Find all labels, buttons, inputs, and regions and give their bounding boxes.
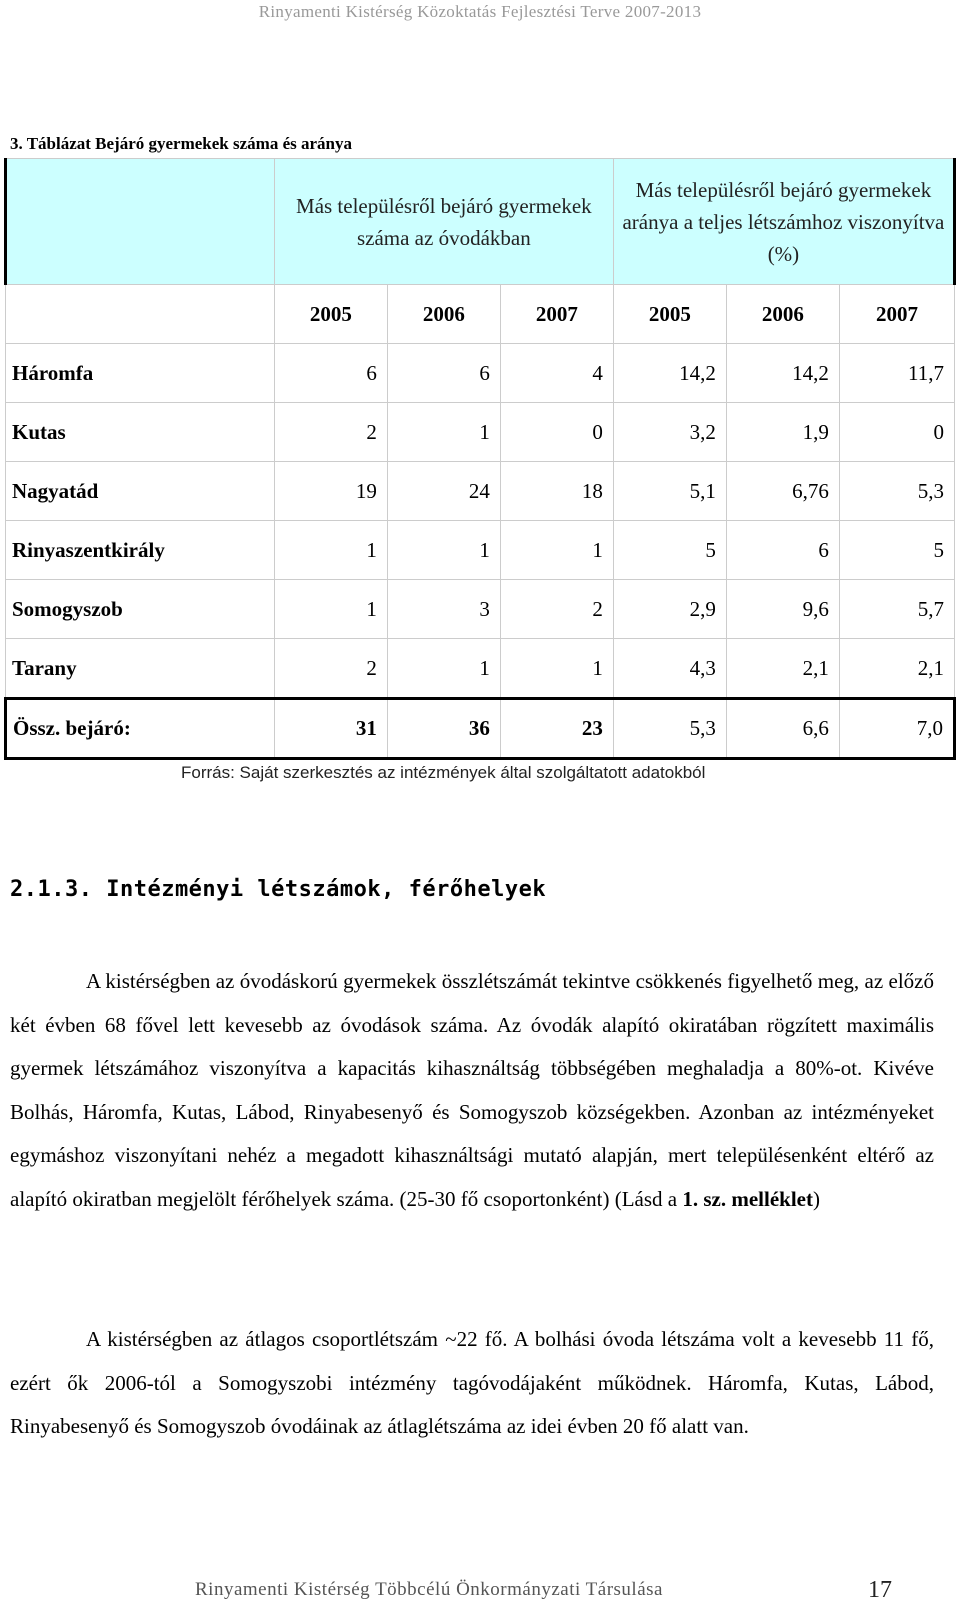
page-number: 17 <box>868 1577 892 1603</box>
table-cell: 4,3 <box>613 639 726 699</box>
row-name: Rinyaszentkirály <box>6 521 275 580</box>
table-cell: 3,2 <box>613 403 726 462</box>
table-cell: 19 <box>274 462 387 521</box>
table-cell: 4 <box>500 344 613 403</box>
table-cell: 14,2 <box>726 344 839 403</box>
section-heading: 2.1.3. Intézményi létszámok, férőhelyek <box>10 877 547 902</box>
table-cell: 9,6 <box>726 580 839 639</box>
table-cell: 1 <box>500 521 613 580</box>
table-cell: 3 <box>387 580 500 639</box>
table-cell: 1,9 <box>726 403 839 462</box>
table-caption: 3. Táblázat Bejáró gyermekek száma és aránya <box>10 134 352 153</box>
table-row <box>6 344 955 403</box>
table-cell: 24 <box>387 462 500 521</box>
year-header: 2005 <box>274 285 387 344</box>
table-cell: 2,1 <box>726 639 839 699</box>
table-source-note: Forrás: Saját szerkesztés az intézmények által szolgáltatott adatokból <box>181 763 706 782</box>
row-name: Tarany <box>6 639 275 699</box>
table-cell: 1 <box>274 580 387 639</box>
paragraph-1-text: A kistérségben az óvodáskorú gyermekek összlétszámát tekintve csökkenés figyelhető meg, az előző két évben 68 fővel lett kevesebb az óvodások száma. Az óvodák alapító okiratában rögzített maximális gyermek létszámához viszonyítva a kapacitás kihasználtság többségében meghaladja a 80%-ot. Kivéve Bolhás, Háromfa, Kutas, Lábod, Rinyabesenyő és Somogyszob községekben. Azonban az intézményeket egymáshoz viszonyítani nehéz a megadott kihasználtsági mutató alapján, mert településenként eltérő az alapító okiratban megjelölt férőhelyek száma. (25-30 fő csoportonként) (Lásd a <box>10 969 934 1211</box>
table-row <box>6 403 955 462</box>
group-header-count: Más településről bejáró gyermekek száma az óvodákban <box>274 159 613 285</box>
table-cell: 2 <box>274 403 387 462</box>
table-cell: 6 <box>726 521 839 580</box>
table-cell: 2,9 <box>613 580 726 639</box>
table-cell: 1 <box>387 403 500 462</box>
paragraph-2: A kistérségben az átlagos csoportlétszám ~22 fő. A bolhási óvoda létszáma volt a kevesebb 11 fő, ezért ők 2006-tól a Somogyszobi intézmény tagóvodájaként működnek. Háromfa, Kutas, Lábod, Rinyabesenyő és Somogyszob óvodáinak az átlaglétszáma az idei évben 20 fő alatt van. <box>10 1327 934 1438</box>
table-cell: 6,76 <box>726 462 839 521</box>
table-cell: 0 <box>839 403 954 462</box>
table-cell: 5 <box>839 521 954 580</box>
table-year-header-row <box>6 285 955 344</box>
paragraph-1 <box>10 960 934 1221</box>
total-cell: 7,0 <box>839 699 954 759</box>
total-cell: 31 <box>274 699 387 759</box>
total-cell: 5,3 <box>613 699 726 759</box>
group-header-ratio: Más településről bejáró gyermekek aránya a teljes létszámhoz viszonyítva (%) <box>613 159 954 285</box>
year-header: 2007 <box>500 285 613 344</box>
year-header: 2006 <box>726 285 839 344</box>
table-row <box>6 580 955 639</box>
table-cell: 18 <box>500 462 613 521</box>
table-cell: 6 <box>274 344 387 403</box>
annex-reference: 1. sz. melléklet <box>682 1186 813 1211</box>
total-cell: 36 <box>387 699 500 759</box>
table-row <box>6 521 955 580</box>
table-row <box>6 639 955 699</box>
paragraph-1-end: ) <box>812 1186 820 1211</box>
table-row <box>6 462 955 521</box>
year-header: 2005 <box>613 285 726 344</box>
year-header: 2007 <box>839 285 954 344</box>
table-cell: 6 <box>387 344 500 403</box>
table-total-row <box>6 699 955 759</box>
table-cell: 2,1 <box>839 639 954 699</box>
commuter-children-table <box>4 158 956 760</box>
row-name: Somogyszob <box>6 580 275 639</box>
row-name: Háromfa <box>6 344 275 403</box>
table-cell: 1 <box>500 639 613 699</box>
header-empty-cell <box>6 159 275 285</box>
table-cell: 5,3 <box>839 462 954 521</box>
row-name: Nagyatád <box>6 462 275 521</box>
table-cell: 5,7 <box>839 580 954 639</box>
total-cell: 23 <box>500 699 613 759</box>
table-cell: 14,2 <box>613 344 726 403</box>
running-header: Rinyamenti Kistérség Közoktatás Fejlesztési Terve 2007-2013 <box>258 2 702 21</box>
year-header: 2006 <box>387 285 500 344</box>
table-cell: 1 <box>274 521 387 580</box>
table-cell: 1 <box>387 639 500 699</box>
year-empty-cell <box>6 285 275 344</box>
table-cell: 11,7 <box>839 344 954 403</box>
table-cell: 2 <box>500 580 613 639</box>
footer-text: Rinyamenti Kistérség Többcélú Önkormányzati Társulása <box>195 1579 663 1600</box>
table-cell: 0 <box>500 403 613 462</box>
table-group-header-row <box>6 159 955 285</box>
table-cell: 2 <box>274 639 387 699</box>
table-cell: 1 <box>387 521 500 580</box>
row-name: Kutas <box>6 403 275 462</box>
table-cell: 5 <box>613 521 726 580</box>
table-cell: 5,1 <box>613 462 726 521</box>
total-cell: 6,6 <box>726 699 839 759</box>
total-label: Össz. bejáró: <box>6 699 275 759</box>
